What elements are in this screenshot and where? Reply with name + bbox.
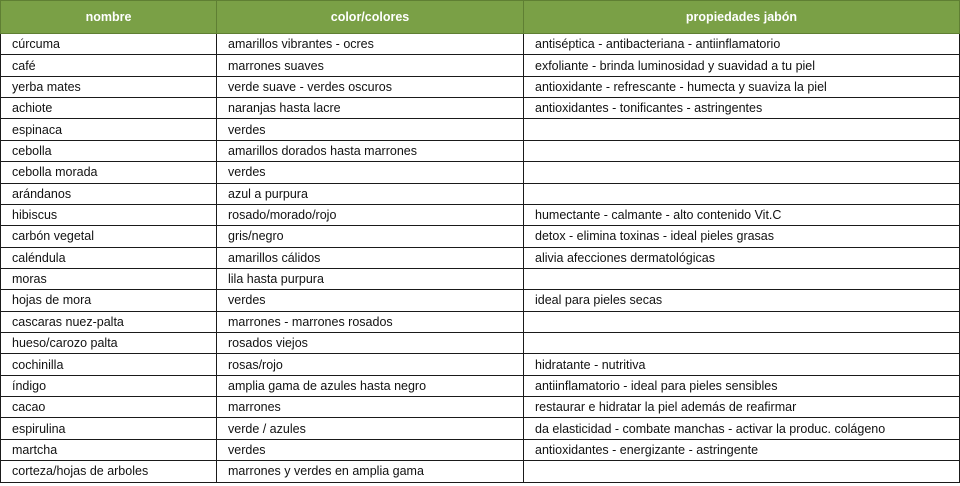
cell-color: verdes xyxy=(217,439,524,460)
cell-propiedades xyxy=(524,311,960,332)
cell-propiedades: detox - elimina toxinas - ideal pieles grasas xyxy=(524,226,960,247)
cell-color: verdes xyxy=(217,290,524,311)
cell-color: verde / azules xyxy=(217,418,524,439)
table-row xyxy=(1,290,960,311)
cell-propiedades: humectante - calmante - alto contenido Vit.C xyxy=(524,204,960,225)
cell-nombre: moras xyxy=(1,268,217,289)
cell-propiedades xyxy=(524,333,960,354)
cell-nombre: martcha xyxy=(1,439,217,460)
cell-color: naranjas hasta lacre xyxy=(217,98,524,119)
cell-nombre: corteza/hojas de arboles xyxy=(1,461,217,482)
cell-color: gris/negro xyxy=(217,226,524,247)
cell-propiedades: antioxidantes - tonificantes - astringentes xyxy=(524,98,960,119)
cell-color: verde suave - verdes oscuros xyxy=(217,76,524,97)
table-row xyxy=(1,375,960,396)
table-row xyxy=(1,119,960,140)
cell-nombre: cacao xyxy=(1,397,217,418)
table-body xyxy=(1,34,960,483)
cell-color: verdes xyxy=(217,119,524,140)
table-row xyxy=(1,204,960,225)
table-row xyxy=(1,183,960,204)
cell-color: lila hasta purpura xyxy=(217,268,524,289)
cell-propiedades: antiinflamatorio - ideal para pieles sensibles xyxy=(524,375,960,396)
cell-color: verdes xyxy=(217,162,524,183)
table-row xyxy=(1,439,960,460)
cell-color: marrones xyxy=(217,397,524,418)
cell-propiedades xyxy=(524,268,960,289)
cell-nombre: cúrcuma xyxy=(1,34,217,55)
header-row xyxy=(1,1,960,34)
table-row xyxy=(1,162,960,183)
cell-propiedades: restaurar e hidratar la piel además de reafirmar xyxy=(524,397,960,418)
table-row xyxy=(1,461,960,482)
cell-nombre: yerba mates xyxy=(1,76,217,97)
cell-color: marrones y verdes en amplia gama xyxy=(217,461,524,482)
table-row xyxy=(1,140,960,161)
cell-nombre: cascaras nuez-palta xyxy=(1,311,217,332)
table-row xyxy=(1,98,960,119)
cell-color: rosas/rojo xyxy=(217,354,524,375)
cell-nombre: cebolla morada xyxy=(1,162,217,183)
cell-propiedades xyxy=(524,140,960,161)
cell-propiedades xyxy=(524,183,960,204)
column-header-propiedades: propiedades jabón xyxy=(524,1,960,34)
cell-nombre: arándanos xyxy=(1,183,217,204)
table-row xyxy=(1,226,960,247)
cell-propiedades: alivia afecciones dermatológicas xyxy=(524,247,960,268)
cell-propiedades: ideal para pieles secas xyxy=(524,290,960,311)
cell-nombre: achiote xyxy=(1,98,217,119)
cell-propiedades xyxy=(524,162,960,183)
cell-nombre: café xyxy=(1,55,217,76)
cell-propiedades: exfoliante - brinda luminosidad y suavidad a tu piel xyxy=(524,55,960,76)
cell-nombre: caléndula xyxy=(1,247,217,268)
cell-color: rosado/morado/rojo xyxy=(217,204,524,225)
table-header xyxy=(1,1,960,34)
table-row xyxy=(1,34,960,55)
table-row xyxy=(1,76,960,97)
cell-color: marrones suaves xyxy=(217,55,524,76)
table-row xyxy=(1,354,960,375)
cell-nombre: espinaca xyxy=(1,119,217,140)
cell-nombre: cebolla xyxy=(1,140,217,161)
cell-nombre: hueso/carozo palta xyxy=(1,333,217,354)
table-row xyxy=(1,247,960,268)
cell-color: amplia gama de azules hasta negro xyxy=(217,375,524,396)
table-row xyxy=(1,311,960,332)
cell-color: rosados viejos xyxy=(217,333,524,354)
cell-propiedades: antiséptica - antibacteriana - antiinflamatorio xyxy=(524,34,960,55)
cell-nombre: hibiscus xyxy=(1,204,217,225)
cell-nombre: hojas de mora xyxy=(1,290,217,311)
cell-nombre: espirulina xyxy=(1,418,217,439)
cell-nombre: carbón vegetal xyxy=(1,226,217,247)
cell-propiedades: antioxidante - refrescante - humecta y suaviza la piel xyxy=(524,76,960,97)
cell-nombre: cochinilla xyxy=(1,354,217,375)
column-header-nombre: nombre xyxy=(1,1,217,34)
cell-color: amarillos dorados hasta marrones xyxy=(217,140,524,161)
cell-color: marrones - marrones rosados xyxy=(217,311,524,332)
cell-color: azul a purpura xyxy=(217,183,524,204)
table-row xyxy=(1,397,960,418)
column-header-color: color/colores xyxy=(217,1,524,34)
table-row xyxy=(1,333,960,354)
cell-nombre: índigo xyxy=(1,375,217,396)
cell-propiedades: hidratante - nutritiva xyxy=(524,354,960,375)
cell-color: amarillos cálidos xyxy=(217,247,524,268)
table-row xyxy=(1,268,960,289)
cell-propiedades xyxy=(524,461,960,482)
cell-propiedades: da elasticidad - combate manchas - activar la produc. colágeno xyxy=(524,418,960,439)
cell-propiedades xyxy=(524,119,960,140)
cell-color: amarillos vibrantes - ocres xyxy=(217,34,524,55)
cell-propiedades: antioxidantes - energizante - astringente xyxy=(524,439,960,460)
table-row xyxy=(1,55,960,76)
table-row xyxy=(1,418,960,439)
